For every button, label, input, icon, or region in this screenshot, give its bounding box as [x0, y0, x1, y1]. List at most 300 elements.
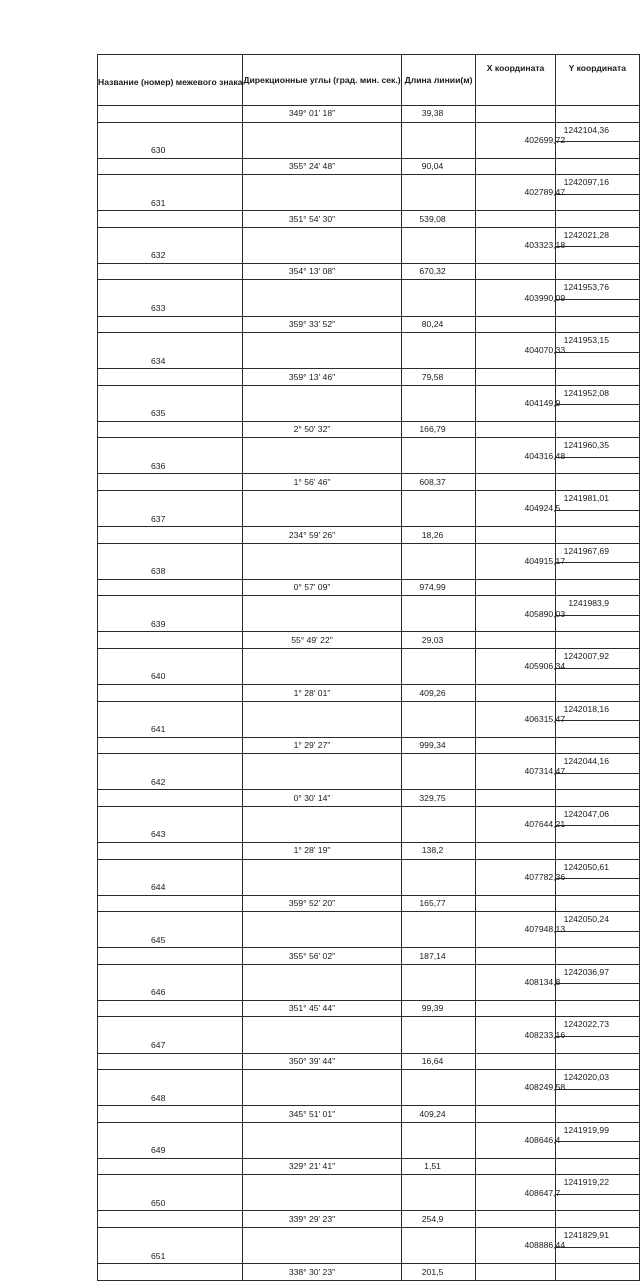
x-coordinate-cell: [476, 527, 555, 544]
mark-name-cell: [98, 685, 243, 702]
point-row: [98, 1228, 640, 1248]
y-coordinate-cell-text: 1241981,01: [563, 493, 609, 504]
y-coordinate-cell-text: 1242022,73: [563, 1019, 609, 1030]
segment-row: [98, 106, 640, 123]
segment-row: [98, 790, 640, 807]
direction-angle-cell: [243, 859, 401, 895]
mark-name-cell: [98, 1228, 243, 1264]
mark-name-cell: [98, 701, 243, 737]
y-coordinate-cell: [555, 438, 639, 458]
line-length-cell: [401, 806, 476, 842]
x-coordinate-cell: [476, 333, 566, 369]
direction-angle-cell: [243, 280, 401, 316]
segment-row: [98, 895, 640, 912]
y-coordinate-cell: [555, 1089, 639, 1106]
line-length-cell: [401, 527, 476, 544]
segment-row: [98, 737, 640, 754]
line-length-cell: [401, 685, 476, 702]
line-length-cell: [401, 912, 476, 948]
y-coordinate-cell-text: 1241919,22: [563, 1177, 609, 1188]
line-length-cell-text: 90,04: [421, 161, 444, 172]
mark-name-cell: [98, 438, 243, 474]
line-length-cell: [401, 1000, 476, 1017]
mark-name-cell-text: 639: [151, 618, 166, 629]
x-coordinate-cell-text: 404149,9: [524, 398, 561, 408]
x-coordinate-cell: [476, 227, 566, 263]
mark-name-cell: [98, 1070, 243, 1106]
direction-angle-cell: [243, 685, 401, 702]
x-coordinate-cell: [476, 1211, 555, 1228]
line-length-cell: [401, 632, 476, 649]
direction-angle-cell: [243, 1264, 401, 1281]
direction-angle-cell: [243, 895, 401, 912]
x-coordinate-cell: [476, 754, 566, 790]
line-length-cell: [401, 895, 476, 912]
x-coordinate-cell-text: 407782,36: [524, 871, 566, 882]
mark-name-cell-text: 642: [151, 776, 166, 787]
line-length-cell-text: 187,14: [419, 950, 446, 961]
line-length-cell-text: 608,37: [419, 476, 446, 487]
point-row: [98, 1122, 640, 1142]
x-coordinate-cell: [476, 685, 555, 702]
x-coordinate-cell: [476, 369, 555, 386]
point-row: [98, 122, 640, 142]
line-length-cell: [401, 948, 476, 965]
x-coordinate-cell: [476, 842, 555, 859]
direction-angle-cell: [243, 648, 401, 684]
mark-name-cell: [98, 632, 243, 649]
x-coordinate-cell: [476, 790, 555, 807]
direction-angle-cell: [243, 385, 401, 421]
point-row: [98, 912, 640, 932]
mark-name-cell: [98, 280, 243, 316]
x-coordinate-cell: [476, 737, 555, 754]
mark-name-cell: [98, 842, 243, 859]
direction-angle-cell-text: 329° 21' 41": [288, 1161, 336, 1172]
x-coordinate-cell-text: 408886,44: [524, 1240, 566, 1251]
direction-angle-cell: [243, 474, 401, 491]
y-coordinate-cell: [555, 596, 639, 616]
x-coordinate-cell: [476, 1053, 555, 1070]
mark-name-cell: [98, 895, 243, 912]
x-coordinate-cell-text: 408249,58: [524, 1082, 566, 1093]
direction-angle-cell: [243, 1228, 401, 1264]
line-length-cell: [401, 754, 476, 790]
x-coordinate-cell: [476, 175, 566, 211]
y-coordinate-cell-text: 1242047,06: [563, 808, 609, 819]
y-coordinate-cell: [555, 211, 639, 228]
y-coordinate-cell: [555, 912, 639, 932]
point-row: [98, 1070, 640, 1090]
line-length-cell: [401, 1070, 476, 1106]
mark-name-cell: [98, 211, 243, 228]
y-coordinate-cell: [555, 122, 639, 142]
y-coordinate-cell: [555, 1142, 639, 1159]
point-row: [98, 385, 640, 405]
mark-name-cell: [98, 579, 243, 596]
line-length-cell: [401, 596, 476, 632]
line-length-cell-text: 409,26: [419, 687, 446, 698]
x-coordinate-cell: [476, 1175, 561, 1211]
y-coordinate-cell: [555, 474, 639, 491]
segment-row: [98, 316, 640, 333]
line-length-cell-text: 999,34: [419, 740, 446, 751]
y-coordinate-cell: [555, 1194, 639, 1211]
line-length-cell: [401, 964, 476, 1000]
direction-angle-cell-text: 355° 56' 02": [288, 950, 336, 961]
mark-name-cell: [98, 1000, 243, 1017]
mark-name-cell: [98, 333, 243, 369]
y-coordinate-cell-text: 1241983,9: [568, 598, 609, 609]
line-length-cell: [401, 1017, 476, 1053]
x-coordinate-cell-text: 407644,21: [524, 819, 566, 830]
point-row: [98, 754, 640, 774]
line-length-cell-text: 974,99: [419, 582, 446, 593]
line-length-cell: [401, 491, 476, 527]
direction-angle-cell-text: 359° 13' 46": [288, 371, 336, 382]
direction-angle-cell: [243, 175, 401, 211]
y-coordinate-cell: [555, 931, 639, 948]
y-coordinate-cell: [555, 1175, 639, 1195]
direction-angle-cell-text: 349° 01' 18": [288, 108, 336, 119]
x-coordinate-cell: [476, 263, 555, 280]
y-coordinate-cell: [555, 1264, 639, 1281]
x-coordinate-cell-text: 407314,47: [524, 766, 566, 777]
mark-name-cell: [98, 474, 243, 491]
line-length-cell-text: 18,26: [421, 529, 444, 540]
y-coordinate-cell: [555, 106, 639, 123]
direction-angle-cell: [243, 106, 401, 123]
y-coordinate-cell: [555, 1211, 639, 1228]
y-coordinate-cell-text: 1242007,92: [563, 650, 609, 661]
segment-row: [98, 1000, 640, 1017]
y-coordinate-cell: [555, 773, 639, 790]
direction-angle-cell-text: 0° 57' 09": [293, 582, 331, 593]
x-coordinate-cell-text: 402699,72: [524, 134, 566, 145]
y-coordinate-cell: [555, 1122, 639, 1142]
direction-angle-cell-text: 338° 30' 23": [288, 1266, 336, 1277]
line-length-cell-text: 79,58: [421, 371, 444, 382]
x-coordinate-cell: [476, 1070, 566, 1106]
direction-angle-cell-text: 350° 39' 44": [288, 1056, 336, 1066]
x-coordinate-cell: [476, 1158, 555, 1175]
direction-angle-cell: [243, 527, 401, 544]
mark-name-cell-text: 650: [151, 1197, 166, 1208]
x-coordinate-cell: [476, 912, 566, 948]
line-length-cell: [401, 421, 476, 438]
mark-name-cell: [98, 421, 243, 438]
line-length-cell: [401, 280, 476, 316]
y-coordinate-cell: [555, 859, 639, 879]
segment-row: [98, 948, 640, 965]
point-row: [98, 648, 640, 668]
x-coordinate-cell: [476, 158, 555, 175]
line-length-cell: [401, 474, 476, 491]
mark-name-cell-text: 633: [151, 302, 166, 313]
segment-row: [98, 1264, 640, 1281]
line-length-cell: [401, 859, 476, 895]
mark-name-cell: [98, 106, 243, 123]
line-length-cell: [401, 1211, 476, 1228]
mark-name-cell: [98, 948, 243, 965]
line-length-cell-text: 138,2: [421, 845, 444, 856]
y-coordinate-cell-text: 1241829,91: [563, 1230, 609, 1240]
y-coordinate-cell: [555, 280, 639, 300]
direction-angle-cell: [243, 369, 401, 386]
line-length-cell: [401, 385, 476, 421]
point-row: [98, 964, 640, 984]
direction-angle-cell-text: 0° 30' 14": [293, 792, 331, 803]
boundary-coordinates-table: [97, 54, 640, 1281]
y-coordinate-cell-text: 1242036,97: [563, 966, 609, 977]
y-coordinate-cell: [555, 563, 639, 580]
y-coordinate-cell-text: 1241953,76: [563, 282, 609, 293]
line-length-cell: [401, 790, 476, 807]
line-length-cell-text: 539,08: [419, 213, 446, 224]
point-row: [98, 1017, 640, 1037]
direction-angle-cell-text: 2° 50' 32": [293, 424, 331, 435]
y-coordinate-cell: [555, 142, 639, 159]
y-coordinate-cell: [555, 948, 639, 965]
x-coordinate-cell-text: 404915,17: [524, 555, 566, 566]
line-length-cell: [401, 1122, 476, 1158]
mark-name-cell: [98, 175, 243, 211]
y-coordinate-cell: [555, 1228, 639, 1248]
line-length-cell: [401, 122, 476, 158]
mark-name-cell-text: 632: [151, 250, 166, 261]
point-row: [98, 543, 640, 563]
y-coordinate-cell: [555, 964, 639, 984]
line-length-cell: [401, 227, 476, 263]
x-coordinate-cell-text: 405906,34: [524, 661, 566, 672]
x-coordinate-cell: [476, 280, 566, 316]
x-coordinate-cell: [476, 211, 555, 228]
y-coordinate-cell-text: 1242104,36: [563, 124, 609, 135]
direction-angle-cell: [243, 1106, 401, 1123]
x-coordinate-cell-text: 404070,33: [524, 345, 566, 356]
segment-row: [98, 685, 640, 702]
mark-name-cell: [98, 1053, 243, 1070]
y-coordinate-cell: [555, 648, 639, 668]
mark-name-cell: [98, 227, 243, 263]
direction-angle-cell: [243, 842, 401, 859]
y-coordinate-cell: [555, 543, 639, 563]
point-row: [98, 859, 640, 879]
mark-name-cell: [98, 806, 243, 842]
direction-angle-cell-text: 55° 49' 22": [291, 634, 333, 645]
header-x-coordinate: X координата: [476, 55, 555, 106]
y-coordinate-cell: [555, 527, 639, 544]
mark-name-cell: [98, 1017, 243, 1053]
y-coordinate-cell: [555, 701, 639, 721]
y-coordinate-cell: [555, 790, 639, 807]
y-coordinate-cell: [555, 879, 639, 896]
mark-name-cell: [98, 912, 243, 948]
direction-angle-cell: [243, 1175, 401, 1211]
direction-angle-cell: [243, 596, 401, 632]
direction-angle-cell-text: 1° 28' 19": [293, 845, 331, 856]
direction-angle-cell: [243, 632, 401, 649]
line-length-cell: [401, 1228, 476, 1264]
y-coordinate-cell-text: 1242097,16: [563, 177, 609, 188]
line-length-cell-text: 409,24: [419, 1108, 446, 1119]
y-coordinate-cell: [555, 175, 639, 195]
point-row: [98, 280, 640, 300]
mark-name-cell-text: 634: [151, 355, 166, 366]
direction-angle-cell-text: 1° 28' 01": [293, 687, 331, 698]
direction-angle-cell-text: 355° 24' 48": [288, 161, 336, 172]
x-coordinate-cell-text: 404316,48: [524, 450, 566, 461]
mark-name-cell-text: 640: [151, 671, 166, 682]
segment-row: [98, 632, 640, 649]
x-coordinate-cell-text: 403323,18: [524, 240, 566, 251]
mark-name-cell: [98, 527, 243, 544]
direction-angle-cell-text: 359° 33' 52": [288, 319, 336, 330]
line-length-cell-text: 80,24: [421, 319, 444, 330]
y-coordinate-cell-text: 1241967,69: [563, 545, 609, 556]
x-coordinate-cell: [476, 964, 561, 1000]
y-coordinate-cell: [555, 510, 639, 527]
direction-angle-cell: [243, 806, 401, 842]
y-coordinate-cell-text: 1241953,15: [563, 335, 609, 346]
mark-name-cell: [98, 790, 243, 807]
x-coordinate-cell: [476, 122, 566, 158]
y-coordinate-cell: [555, 316, 639, 333]
line-length-cell-text: 29,03: [421, 634, 444, 645]
mark-name-cell: [98, 1175, 243, 1211]
direction-angle-cell: [243, 421, 401, 438]
x-coordinate-cell: [476, 948, 555, 965]
y-coordinate-cell: [555, 405, 639, 422]
direction-angle-cell-text: 1° 56' 46": [293, 476, 331, 487]
line-length-cell-text: 99,39: [421, 1003, 444, 1014]
mark-name-cell-text: 645: [151, 934, 166, 945]
mark-name-cell: [98, 964, 243, 1000]
line-length-cell: [401, 211, 476, 228]
direction-angle-cell: [243, 316, 401, 333]
x-coordinate-cell-text: 406315,47: [524, 713, 566, 724]
y-coordinate-cell: [555, 826, 639, 843]
y-coordinate-cell-text: 1242044,16: [563, 756, 609, 767]
line-length-cell-text: 16,64: [421, 1056, 444, 1066]
segment-row: [98, 1158, 640, 1175]
y-coordinate-cell-text: 1242050,61: [563, 861, 609, 872]
y-coordinate-cell: [555, 227, 639, 247]
line-length-cell-text: 166,79: [419, 424, 446, 435]
segment-row: [98, 842, 640, 859]
y-coordinate-cell: [555, 421, 639, 438]
x-coordinate-cell-text: 404924,5: [524, 503, 561, 514]
mark-name-cell: [98, 1211, 243, 1228]
segment-row: [98, 1211, 640, 1228]
line-length-cell: [401, 1106, 476, 1123]
header-y-coordinate: Y координата: [555, 55, 639, 106]
y-coordinate-cell: [555, 1036, 639, 1053]
y-coordinate-cell: [555, 263, 639, 280]
y-coordinate-cell: [555, 1158, 639, 1175]
direction-angle-cell: [243, 948, 401, 965]
x-coordinate-cell: [476, 632, 555, 649]
x-coordinate-cell-text: 408134,8: [524, 977, 561, 988]
direction-angle-cell: [243, 1000, 401, 1017]
mark-name-cell: [98, 385, 243, 421]
y-coordinate-cell: [555, 984, 639, 1001]
line-length-cell: [401, 438, 476, 474]
header-mark-name: Название (номер) межевого знака: [98, 55, 243, 106]
x-coordinate-cell: [476, 596, 566, 632]
mark-name-cell-text: 647: [151, 1039, 166, 1050]
mark-name-cell-text: 637: [151, 513, 166, 524]
direction-angle-cell: [243, 211, 401, 228]
header-line-length: Длина линии(м): [401, 55, 476, 106]
point-row: [98, 1175, 640, 1195]
direction-angle-cell-text: 359° 52' 20": [288, 898, 336, 909]
x-coordinate-cell: [476, 438, 566, 474]
mark-name-cell: [98, 543, 243, 579]
y-coordinate-cell: [555, 842, 639, 859]
mark-name-cell-text: 636: [151, 460, 166, 471]
direction-angle-cell-text: 345° 51' 01": [288, 1108, 336, 1119]
mark-name-cell: [98, 122, 243, 158]
segment-row: [98, 263, 640, 280]
y-coordinate-cell: [555, 385, 639, 405]
direction-angle-cell: [243, 1158, 401, 1175]
direction-angle-cell: [243, 491, 401, 527]
mark-name-cell: [98, 1264, 243, 1281]
y-coordinate-cell: [555, 457, 639, 474]
y-coordinate-cell: [555, 806, 639, 826]
y-coordinate-cell: [555, 491, 639, 511]
segment-row: [98, 421, 640, 438]
direction-angle-cell: [243, 1211, 401, 1228]
line-length-cell: [401, 701, 476, 737]
mark-name-cell: [98, 1122, 243, 1158]
y-coordinate-cell: [555, 1000, 639, 1017]
direction-angle-cell: [243, 333, 401, 369]
y-coordinate-cell: [555, 1017, 639, 1037]
x-coordinate-cell-text: 403990,09: [524, 292, 566, 303]
x-coordinate-cell-text: 407948,13: [524, 924, 566, 935]
x-coordinate-cell-text: 408647,7: [524, 1187, 561, 1198]
line-length-cell: [401, 369, 476, 386]
x-coordinate-cell-text: 408646,4: [524, 1134, 561, 1145]
line-length-cell: [401, 842, 476, 859]
x-coordinate-cell: [476, 701, 566, 737]
mark-name-cell: [98, 263, 243, 280]
x-coordinate-cell: [476, 474, 555, 491]
y-coordinate-cell: [555, 369, 639, 386]
y-coordinate-cell-text: 1241960,35: [563, 440, 609, 451]
y-coordinate-cell-text: 1241919,99: [563, 1124, 609, 1135]
x-coordinate-cell: [476, 385, 561, 421]
mark-name-cell: [98, 737, 243, 754]
x-coordinate-cell: [476, 106, 555, 123]
mark-name-cell: [98, 1106, 243, 1123]
direction-angle-cell-text: 234° 59' 26": [288, 529, 336, 540]
mark-name-cell: [98, 316, 243, 333]
point-row: [98, 227, 640, 247]
point-row: [98, 701, 640, 721]
direction-angle-cell: [243, 1122, 401, 1158]
y-coordinate-cell: [555, 668, 639, 685]
point-row: [98, 175, 640, 195]
mark-name-cell-text: 631: [151, 197, 166, 208]
x-coordinate-cell: [476, 895, 555, 912]
line-length-cell: [401, 333, 476, 369]
x-coordinate-cell: [476, 1106, 555, 1123]
x-coordinate-cell: [476, 1000, 555, 1017]
segment-row: [98, 369, 640, 386]
